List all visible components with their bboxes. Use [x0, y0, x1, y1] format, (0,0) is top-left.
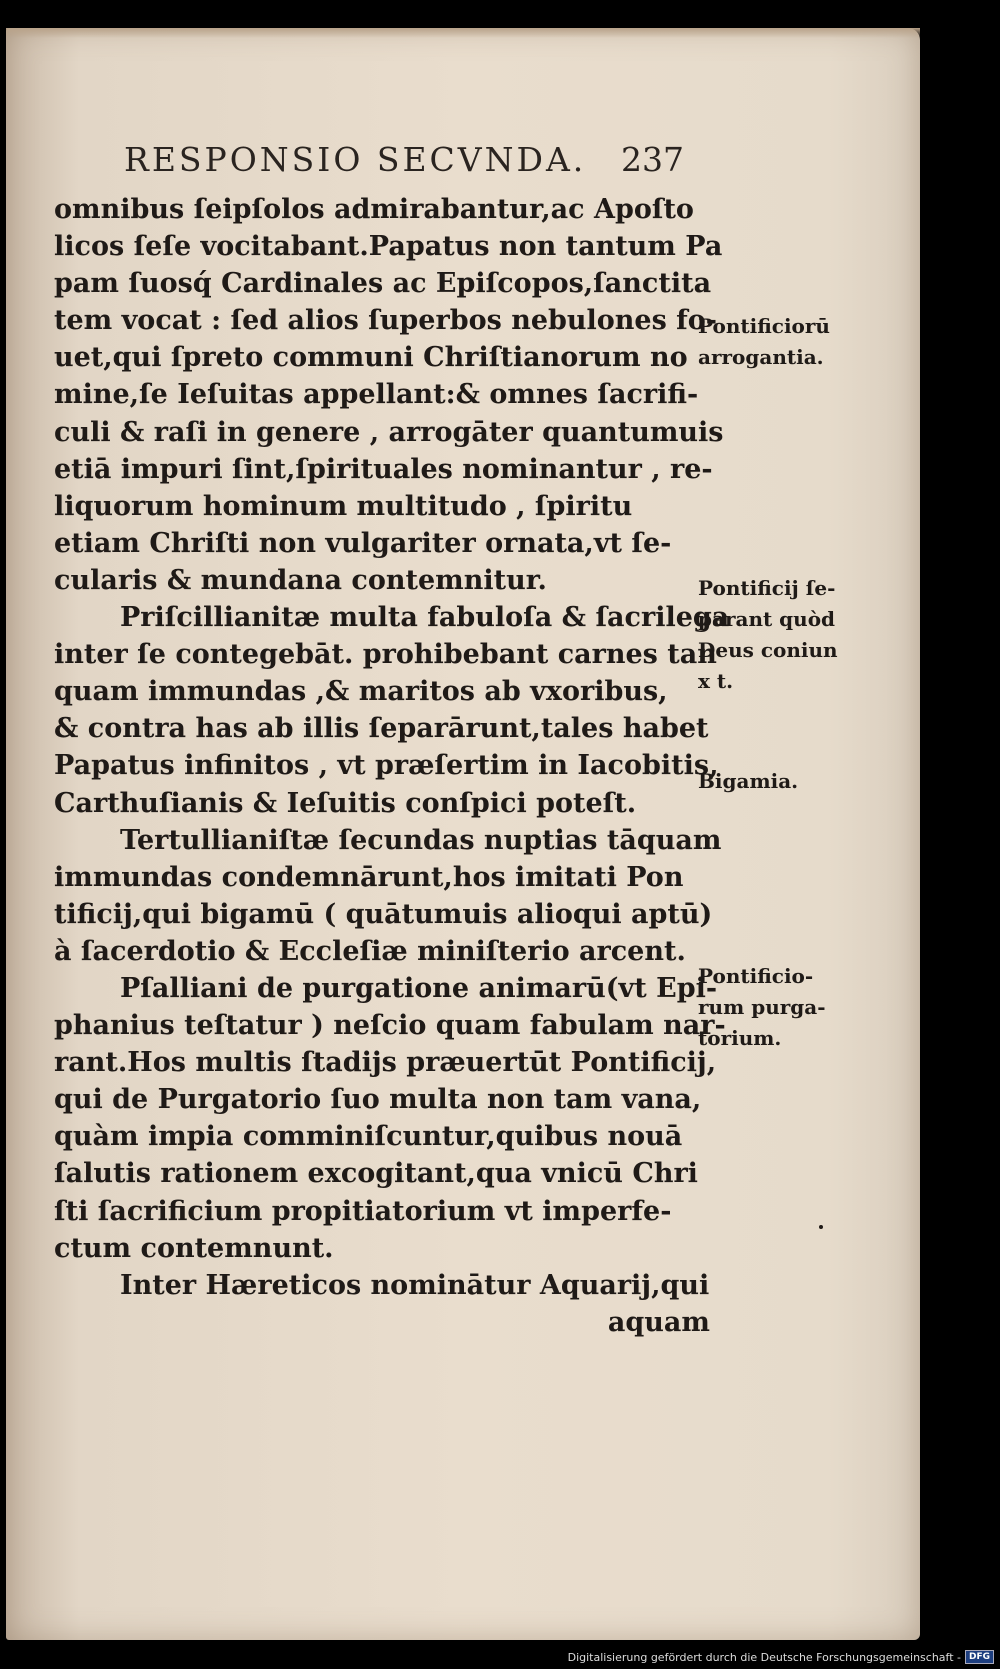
text-line: Priſcillianitæ multa fabuloſa & ſacrilega [120, 602, 730, 634]
running-head [124, 140, 684, 184]
text-line: ſti ſacrificium propitiatorium vt imperfe- [54, 1195, 672, 1227]
text-line: immundas condemnārunt,hos imitati Pon [54, 861, 684, 893]
text-line: qui de Purgatorio ſuo multa non tam vana, [54, 1084, 702, 1116]
text-line: Carthuſianis & Ieſuitis conſpici poteſt. [54, 787, 637, 819]
text-line: Tertullianiſtæ ſecundas nuptias tāquam [120, 824, 722, 856]
text-line: rant.Hos multis ſtadijs præuertūt Pontificij, [54, 1047, 717, 1079]
margin-note-line: Pontificiorū [698, 314, 830, 338]
text-line: quàm impia comminiſcuntur,quibus nouā [54, 1121, 683, 1153]
margin-note-line: arrogantia. [698, 345, 824, 369]
text-line: etiā impuri ſint,ſpirituales nominantur , re- [54, 453, 713, 485]
text-line: quam immundas ,& maritos ab vxoribus, [54, 676, 668, 708]
text-line: ctum contemnunt. [54, 1232, 334, 1264]
text-line: Papatus infinitos , vt præſertim in Iacobitis, [54, 750, 719, 782]
margin-note [698, 311, 898, 373]
footer-credit: Digitalisierung gefördert durch die Deutsche Forschungsgemeinschaft - [567, 1650, 961, 1664]
ink-dot [819, 1225, 823, 1229]
text-line: culi & raſi in genere , arrogāter quantumuis [54, 416, 724, 448]
text-line: omnibus ſeipſolos admirabantur,ac Apoſto [54, 194, 694, 225]
text-line: cularis & mundana contemnitur. [54, 564, 547, 596]
text-line: inter ſe contegebāt. prohibebant carnes tan [54, 639, 717, 671]
text-line: phanius teſtatur ) neſcio quam fabulam nar- [54, 1010, 726, 1042]
margin-note [698, 961, 898, 1054]
text-line: & contra has ab illis ſeparārunt,tales habet [54, 713, 709, 745]
margin-note-line: Pontificij ſe- [698, 576, 836, 600]
text-line: Inter Hæreticos nominātur Aquarij,qui [120, 1269, 710, 1301]
text-line: pam ſuosq́ Cardinales ac Epiſcopos,ſanctita [54, 268, 712, 300]
book-page [6, 28, 920, 1640]
page-number: 237 [621, 140, 684, 179]
margin-note-line: parant quòd [698, 607, 836, 631]
margin-note-line: Pontificio- [698, 964, 814, 988]
running-head-title: RESPONSIO SECVNDA. [124, 140, 587, 179]
margin-note [698, 573, 898, 697]
text-line: à ſacerdotio & Eccleſiæ miniſterio arcent. [54, 935, 686, 967]
text-line: licos ſeſe vocitabant.Papatus non tantum Pa [54, 231, 723, 263]
text-line: mine,ſe Ieſuitas appellant:& omnes ſacrifi- [54, 379, 699, 411]
text-line: tem vocat : ſed alios ſuperbos nebulones fo- [54, 305, 718, 337]
text-line: etiam Chriſti non vulgariter ornata,vt ſe- [54, 527, 672, 559]
digitization-footer [568, 1649, 994, 1665]
margin-note-line: x t. [698, 669, 734, 693]
margin-note-line: torium. [698, 1026, 782, 1050]
text-line: Pſalliani de purgatione animarū(vt Epi- [120, 972, 718, 1004]
margin-note-line: rum purga- [698, 995, 826, 1019]
catchword: aquam [607, 1306, 710, 1338]
margin-note-line: Bigamia. [698, 769, 799, 793]
text-line: uet,qui ſpreto communi Chriſtianorum no [54, 342, 688, 374]
text-line: liquorum hominum multitudo , ſpiritu [54, 490, 633, 522]
text-line: ſalutis rationem excogitant,qua vnicū Chri [54, 1158, 698, 1190]
margin-note [698, 766, 898, 797]
margin-note-line: Deus coniun [698, 638, 838, 662]
text-line: tificij,qui bigamū ( quātumuis alioqui aptū) [54, 898, 713, 930]
dfg-logo: DFG [965, 1650, 994, 1664]
